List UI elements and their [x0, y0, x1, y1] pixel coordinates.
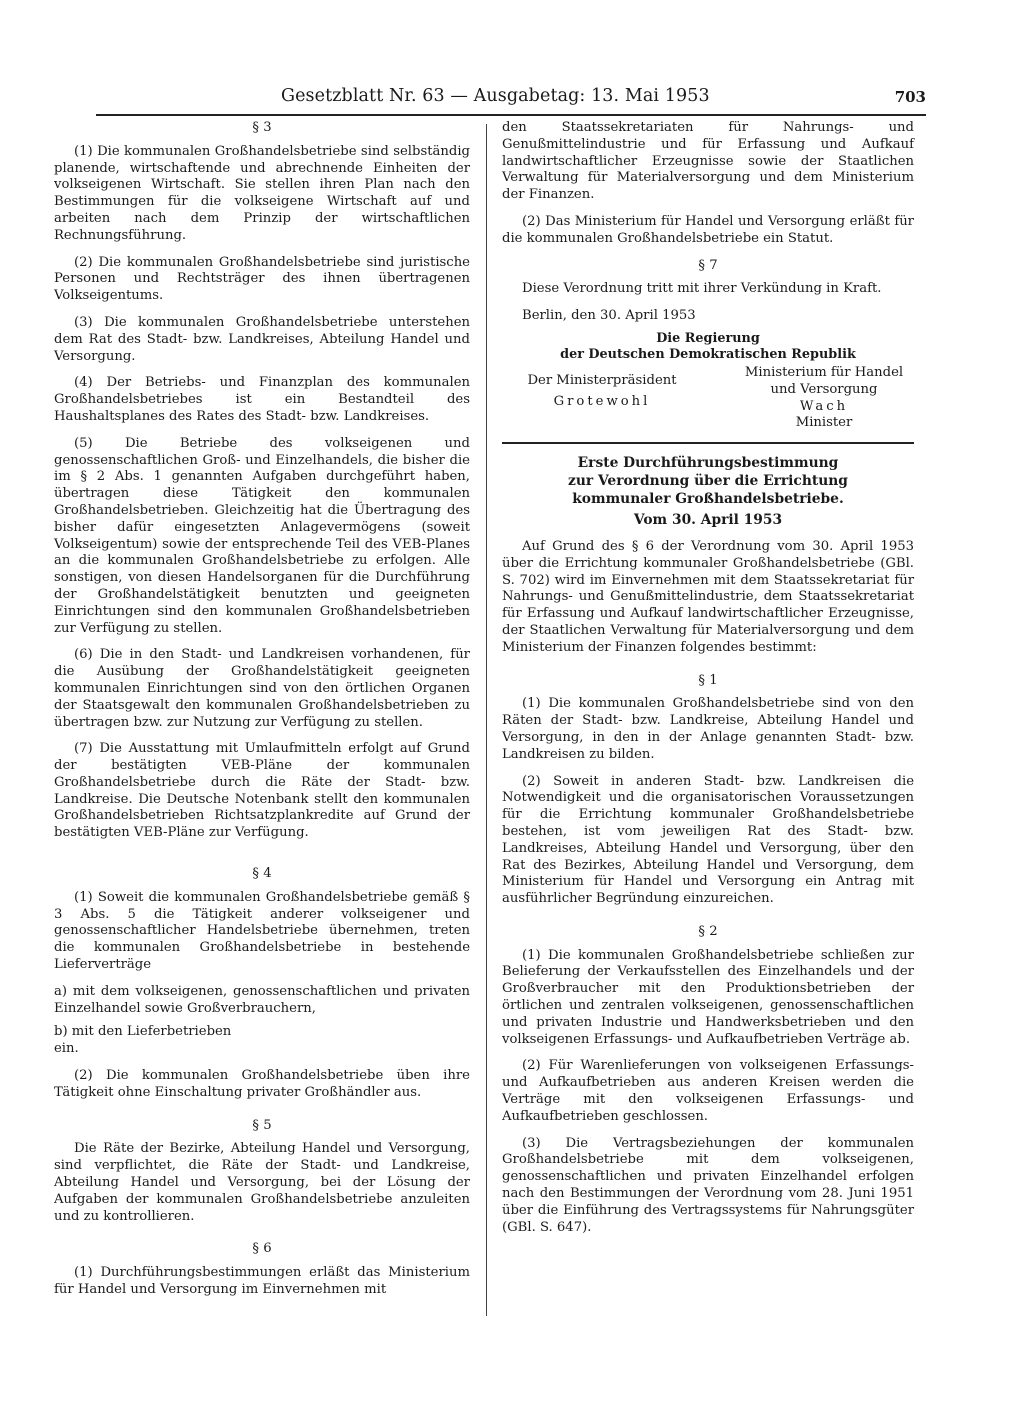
section-heading: § 2: [698, 923, 718, 939]
signatory-name: Wach: [799, 398, 849, 414]
paragraph: (2) Die kommunalen Großhandelsbetriebe üben ihre Tätigkeit ohne Einschaltung privater Großhändler aus.: [54, 1068, 470, 1100]
regulation-title-line2: zur Verordnung über die Errichtung: [568, 473, 848, 490]
paragraph: Auf Grund des § 6 der Verordnung vom 30. April 1953 über die Errichtung kommunaler Großhandelsbetriebe (GBl. S. 702) wird im Einvernehmen mit dem Staatssekretariat für Nahrungs- und Genußmittelindustrie, dem Staatssekretariat für Erfassung und Aufkauf landwirtschaftlicher Erzeugnisse, der Staatlichen Verwaltung für Materialversorgung und dem Ministerium der Finanzen folgendes bestimmt:: [502, 538, 914, 655]
government-title: Die Regierung: [656, 330, 760, 346]
section-heading: § 4: [252, 866, 272, 882]
paragraph: Diese Verordnung tritt mit ihrer Verkündung in Kraft.: [522, 281, 882, 297]
signatory-role: Ministerium für Handel: [744, 364, 904, 380]
paragraph: (1) Durchführungsbestimmungen erläßt das Ministerium für Handel und Versorgung im Einvernehmen mit: [54, 1265, 470, 1298]
paragraph: Die Räte der Bezirke, Abteilung Handel und Versorgung, sind verpflichtet, die Räte der Stadt- und Landkreise, Abteilung Handel und Versorgung, bei der Lösung der Aufgaben der kommunalen Großhandelsbetriebe anzuleiten und zu kontrollieren.: [54, 1141, 470, 1224]
paragraph: (1) Die kommunalen Großhandelsbetriebe sind selbständig planende, wirtschaftende und abrechnende Einheiten der volkseigenen Wirtschaft. Sie stellen ihren Plan nach den Bestimmungen für die volkseigene Wirtschaft auf und arbeiten nach dem Prinzip der wirtschaftlichen Rechnungsführung.: [54, 143, 470, 243]
regulation-title: Erste Durchführungsbestimmung: [577, 455, 839, 472]
signature-left: [502, 365, 702, 432]
paragraph: den Staatssekretariaten für Nahrungs- und Genußmittelindustrie und für Erfassung und Aufkauf landwirtschaftlicher Erzeugnisse sowie der Staatlichen Verwaltung für Materialversorgung und dem Ministerium der Finanzen.: [502, 120, 914, 203]
paragraph: (2) Soweit in anderen Stadt- bzw. Landkreisen die Notwendigkeit und die organisatorischen Voraussetzungen für die Errichtung kommunaler Großhandelsbetriebe bestehen, ist vom jeweiligen Rat des Stadt- bzw. Landkreises, Abteilung Handel und Versorgung, über den Rat des Bezirkes, Abteilung Handel und Versorgung, dem Ministerium für Handel und Versorgung ein Antrag mit ausführlicher Begründung einzureichen.: [502, 773, 914, 907]
paragraph: (4) Der Betriebs- und Finanzplan des kommunalen Großhandelsbetriebes ist ein Bestandteil des Haushaltsplanes des Rates des Stadt- bzw. Landkreises.: [54, 375, 470, 424]
paragraph: (6) Die in den Stadt- und Landkreisen vorhandenen, für die Ausübung der Großhandelstätigkeit geeigneten kommunalen Einrichtungen sind von den örtlichen Organen der Staatsgewalt den kommunalen Großhandelsbetrieben zu übertragen bzw. zur Nutzung zur Verfügung zu stellen.: [54, 647, 470, 730]
page-header: [96, 84, 926, 116]
paragraph: (3) Die kommunalen Großhandelsbetriebe unterstehen dem Rat des Stadt- bzw. Landkreises, Abteilung Handel und Versorgung.: [54, 314, 470, 364]
signature-right: [734, 365, 914, 432]
column-divider: [486, 124, 487, 1316]
page-number: 703: [894, 88, 926, 106]
signatory-role: Der Ministerpräsident: [527, 372, 677, 388]
paragraph: (2) Das Ministerium für Handel und Versorgung erläßt für die kommunalen Großhandelsbetriebe ein Statut.: [502, 213, 914, 246]
section-heading: § 3: [252, 120, 272, 135]
paragraph: (2) Für Warenlieferungen von volkseigenen Erfassungs- und Aufkaufbetrieben aus anderen Kreisen werden die Verträge mit den volkseigenen Erfassungs- und Aufkaufbetrieben geschlossen.: [502, 1058, 914, 1124]
paragraph: (1) Die kommunalen Großhandelsbetriebe schließen zur Belieferung der Verkaufsstellen des Einzelhandels und der Großverbraucher mit den Produktionsbetrieben der örtlichen und zentralen volkseigenen, genossenschaftlichen und privaten Industrie und Handwerksbetrieben und den volkseigenen Erfassungs- und Aufkaufbetrieben Verträge ab.: [502, 947, 914, 1047]
section-heading: § 6: [252, 1241, 272, 1257]
section-heading: § 1: [698, 672, 718, 688]
signature-block: [502, 331, 914, 432]
signatory-title: Minister: [795, 415, 853, 431]
section-heading: § 5: [252, 1117, 272, 1133]
signatory-name: Grotewohl: [553, 393, 651, 409]
paragraph: (1) Soweit die kommunalen Großhandelsbetriebe gemäß § 3 Abs. 5 die Tätigkeit anderer volkseigener und genossenschaftlicher Handelsbetriebe übernehmen, treten die kommunalen Großhandelsbetriebe in bestehende Lieferverträge: [54, 889, 470, 973]
list-item: b) mit den Lieferbetrieben: [54, 1024, 232, 1040]
section-heading: § 7: [698, 257, 718, 273]
place-date: Berlin, den 30. April 1953: [522, 308, 696, 324]
signature-row: [502, 365, 914, 432]
right-column: [502, 120, 914, 1236]
paragraph: (2) Die kommunalen Großhandelsbetriebe sind juristische Personen und Rechtsträger des ihnen übertragenen Volkseigentums.: [54, 254, 470, 304]
paragraph: (7) Die Ausstattung mit Umlaufmitteln erfolgt auf Grund der bestätigten VEB-Pläne der kommunalen Großhandelsbetriebe durch die Räte der Stadt- bzw. Landkreise. Die Deutsche Notenbank stellt den kommunalen Großhandelsbetrieben Richtsatzplankredite auf Grund der bestätigten VEB-Pläne zur Verfügung.: [54, 741, 470, 841]
list-item: a) mit dem volkseigenen, genossenschaftlichen und privaten Einzelhandel sowie Großverbrauchern,: [54, 983, 470, 1016]
paragraph: (5) Die Betriebe des volkseigenen und genossenschaftlichen Groß- und Einzelhandels, die bisher die im § 2 Abs. 1 genannten Aufgaben durchgeführt haben, übertragen diese Tätigkeit den kommunalen Großhandelsbetrieben. Gleichzeitig hat die Übertragung des bisher dafür eingesetzten Anlagevermögens (soweit Volkseigentum) sowie der entsprechende Teil des VEB-Planes an die kommunalen Großhandelsbetriebe zu erfolgen. Alle sonstigen, von diesen Handelsorganen für die Durchführung der Großhandelstätigkeit benutzten und geeigneten Einrichtungen sind den kommunalen Großhandelsbetrieben zur Verfügung zu stellen.: [54, 435, 470, 636]
paragraph: (3) Die Vertragsbeziehungen der kommunalen Großhandelsbetriebe mit dem volkseigenen, genossenschaftlichen und privaten Einzelhandel erfolgen nach den Bestimmungen der Verordnung vom 28. Juni 1951 über die Einführung des Vertragssystems für Nahrungsgüter (GBl. S. 647).: [502, 1135, 914, 1235]
government-title-line2: der Deutschen Demokratischen Republik: [560, 346, 856, 362]
paragraph: ein.: [54, 1041, 79, 1057]
regulation-date: Vom 30. April 1953: [633, 512, 783, 529]
signatory-role-line2: und Versorgung: [770, 381, 878, 397]
paragraph: (1) Die kommunalen Großhandelsbetriebe sind von den Räten der Stadt- bzw. Landkreise, Abteilung Handel und Versorgung, in den in der Anlage genannten Stadt- bzw. Landkreisen zu bilden.: [502, 696, 914, 762]
section-rule: [502, 442, 914, 444]
page-header-title: Gesetzblatt Nr. 63 — Ausgabetag: 13. Mai 1953: [281, 86, 710, 106]
left-column: [54, 120, 470, 1299]
regulation-title-line3: kommunaler Großhandelsbetriebe.: [572, 491, 844, 508]
